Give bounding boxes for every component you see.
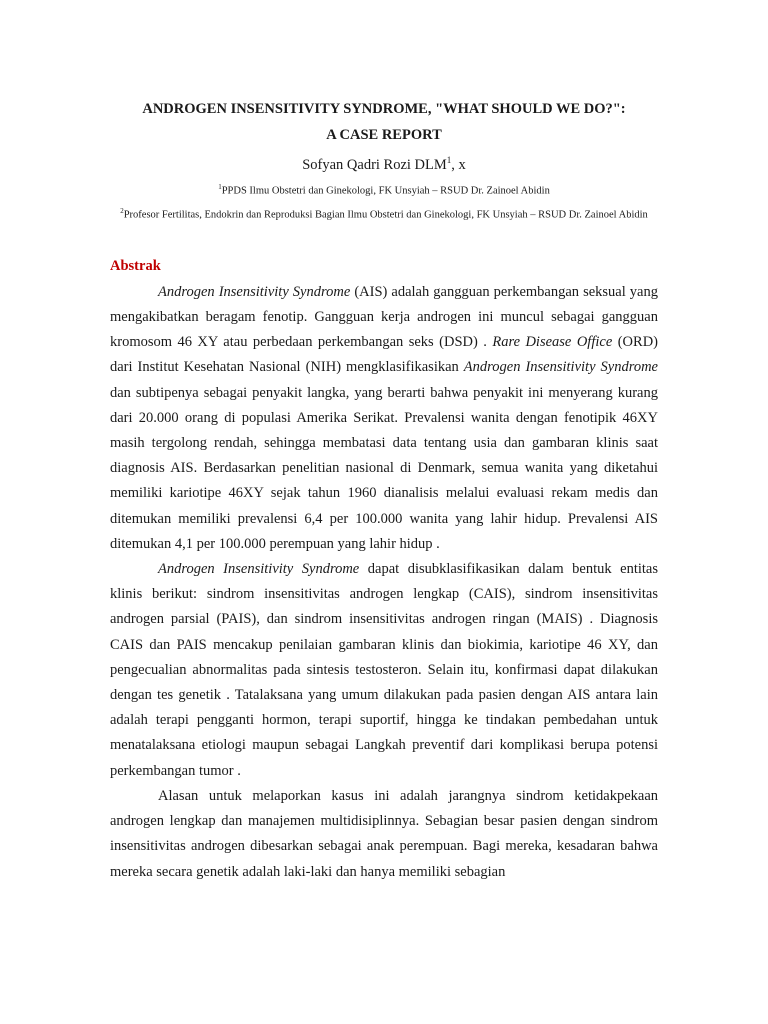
author-suffix: , x [451,156,466,173]
author-line [110,148,658,177]
affiliation-2-text: Profesor Fertilitas, Endokrin dan Reproduksi Bagian Ilmu Obstetri dan Ginekologi, FK Unsyiah – RSUD Dr. Zainoel Abidin [123,209,648,221]
paper-title-line-2: A CASE REPORT [326,127,442,143]
document-page [110,96,658,885]
italic-term: Androgen Insensitivity Syndrome [158,283,351,300]
abstract-heading: Abstrak [110,257,161,274]
author-superscript: 1 [446,155,452,165]
paragraph-text: (AIS) adalah gangguan perkembangan seksual yang mengakibatkan beragam fenotip. Gangguan kerja androgen ini muncul sebagai gangguan kromosom 46 XY atau perbedaan perkembangan seks (DSD) . [110,283,658,351]
paper-title-line-1: ANDROGEN INSENSITIVITY SYNDROME, "WHAT SHOULD WE DO?": [142,101,626,117]
paragraph-text: dan subtipenya sebagai penyakit langka, yang berarti bahwa penyakit ini menyerang kurang dari 20.000 orang di populasi Amerika Serikat. Prevalensi wanita dengan fenotipik 46XY masih tergolong rendah, sehingga membatasi data tentang usia dan gambaran klinis saat diagnosis AIS. Berdasarkan penelitian nasional di Denmark, semua wanita yang diketahui memiliki kariotipe 46XY sejak tahun 1960 dianalisis melalui evaluasi rekam medis dan ditemukan memiliki prevalensi 6,4 per 100.000 wanita yang lahir hidup. Prevalensi AIS ditemukan 4,1 per 100.000 perempuan yang lahir hidup . [110,384,658,552]
abstract-paragraph-1 [110,280,658,557]
abstract-paragraph-2 [110,557,658,784]
paragraph-text: dapat disubklasifikasikan dalam bentuk entitas klinis berikut: sindrom insensitivitas androgen lengkap (CAIS), sindrom insensitivitas androgen parsial (PAIS), dan sindrom insensitivitas androgen ringan (MAIS) . Diagnosis CAIS dan PAIS mencakup penilaian gambaran klinis dan biokimia, kariotipe 46 XY, dan pengecualian abnormalitas pada sintesis testosteron. Selain itu, konfirmasi dapat dilakukan dengan tes genetik . Tatalaksana yang umum dilakukan pada pasien dengan AIS antara lain adalah terapi pengganti hormon, terapi suportif, hingga ke tindakan pembedahan untuk menatalaksana etiologi maupun sebagai Langkah preventif dari komplikasi berupa potensi perkembangan tumor . [110,561,658,779]
italic-term: Androgen Insensitivity Syndrome [158,561,360,578]
italic-term: Rare Disease Office [492,334,613,351]
italic-term: Androgen Insensitivity Syndrome [463,359,658,376]
affiliation-1 [110,177,658,202]
paragraph-text: Alasan untuk melaporkan kasus ini adalah jarangnya sindrom ketidakpekaan androgen lengkap dan manajemen multidisiplinnya. Sebagian besar pasien dengan sindrom insensitivitas androgen dibesarkan sebagai anak perempuan. Bagi mereka, kesadaran bahwa mereka secara genetik adalah laki-laki dan hanya memiliki sebagian [110,787,658,880]
paragraph-text: (ORD) dari Institut Kesehatan Nasional (NIH) mengklasifikasikan [110,334,658,376]
affiliation-2 [110,201,658,226]
abstract-paragraph-3 [110,784,658,885]
affiliation-1-superscript: 1 [218,182,222,191]
author-name: Sofyan Qadri Rozi DLM [302,156,447,173]
affiliation-2-superscript: 2 [120,207,124,216]
affiliation-1-text: PPDS Ilmu Obstetri dan Ginekologi, FK Unsyiah – RSUD Dr. Zainoel Abidin [221,185,550,197]
